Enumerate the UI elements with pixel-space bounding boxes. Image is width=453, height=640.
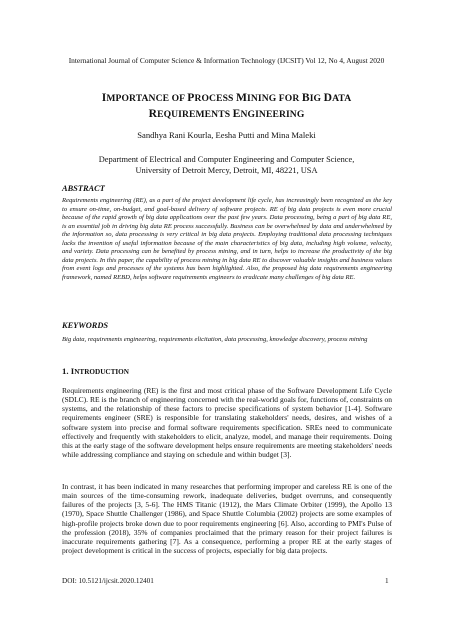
doi-footer: DOI: 10.5121/ijcsit.2020.12401: [62, 577, 154, 585]
keywords-text: Big data, requirements engineering, requirements elicitation, data processing, knowledge discovery, process mining: [62, 336, 368, 343]
title-line-1: IMPORTANCE OF PROCESS MINING FOR BIG DATA: [101, 91, 352, 104]
affiliation: [40, 154, 413, 176]
page-number: 1: [385, 577, 389, 585]
journal-header: International Journal of Computer Science & Information Technology (IJCSIT) Vol 12, No 4, August 2020: [68, 56, 385, 65]
intro-paragraph-1: Requirements engineering (RE) is the first and most critical phase of the Software Development Life Cycle (SDLC). RE is the branch of engineering concerned with the real-world goals for, functions of, constraints on systems, and the relationship of these factors to precise specifications of system behavior [1-4]. Software requirements engineer (SRE) is responsible for translating stakeholders' needs, desires, and wishes of a software system into precise and formal software requirements specification. SREs need to communicate effectively and frequently with stakeholders to elicit, analyze, model, and manage their requirements. Doing this at the early stage of the software development helps ensure requirements are meeting stakeholders' needs while addressing compliance and staying on schedule and within budget [3].: [62, 386, 392, 460]
intro-paragraph-2: In contrast, it has been indicated in many researches that performing improper and careless RE is one of the main sources of the time-consuming rework, inadequate deliveries, budget overruns, and consequently failures of the projects [3, 5-6]. The HMS Titanic (1912), the Mars Climate Orbiter (1999), the Apollo 13 (1970), Space Shuttle Challenger (1986), and Space Shuttle Columbia (2002) projects are some examples of high-profile projects broke down due to poor requirements engineering [6]. Also, according to PMI's Pulse of the profession (2018), 35% of companies proclaimed that the primary reason for their project failures is inaccurate requirements gathering [7]. As a consequence, performing a proper RE at the early stages of project development is critical in the success of projects, especially for big data projects.: [62, 482, 392, 556]
affiliation-line-1: Department of Electrical and Computer Engineering and Computer Science,: [98, 155, 355, 164]
introduction-heading: 1. INTRODUCTION: [62, 366, 129, 376]
affiliation-line-2: University of Detroit Mercy, Detroit, MI, 48221, USA: [135, 166, 318, 175]
title-line-2: REQUIREMENTS ENGINEERING: [148, 107, 305, 120]
abstract-text: Requirements engineering (RE), as a part of the project development life cycle, has increasingly been recognized as the key to ensure on-time, on-budget, and goal-based delivery of software projects. RE of big data projects is even more crucial because of the rapid growth of big data applications over the past few years. Data processing, being a part of big data RE, is an essential job in driving big data RE process successfully. Business can be overwhelmed by data and underwhelmed by the information so, data processing is very critical in big data projects. Employing traditional data processing techniques lacks the invention of useful information because of the main characteristics of big data, including high volume, velocity, and variety. Data processing can be benefited by process mining, and in turn, helps to increase the productivity of the big data projects. In this paper, the capability of process mining in big data RE to discover valuable insights and business values from event logs and processes of the systems has been highlighted. Also, the proposed big data requirements engineering framework, named REBD, helps software requirements engineers to eradicate many challenges of big data RE.: [62, 197, 392, 281]
keywords-heading: KEYWORDS: [62, 321, 109, 330]
author-list: Sandhya Rani Kourla, Eesha Putti and Mina Maleki: [137, 130, 316, 140]
paper-title: [40, 90, 413, 122]
abstract-heading: ABSTRACT: [62, 184, 105, 193]
